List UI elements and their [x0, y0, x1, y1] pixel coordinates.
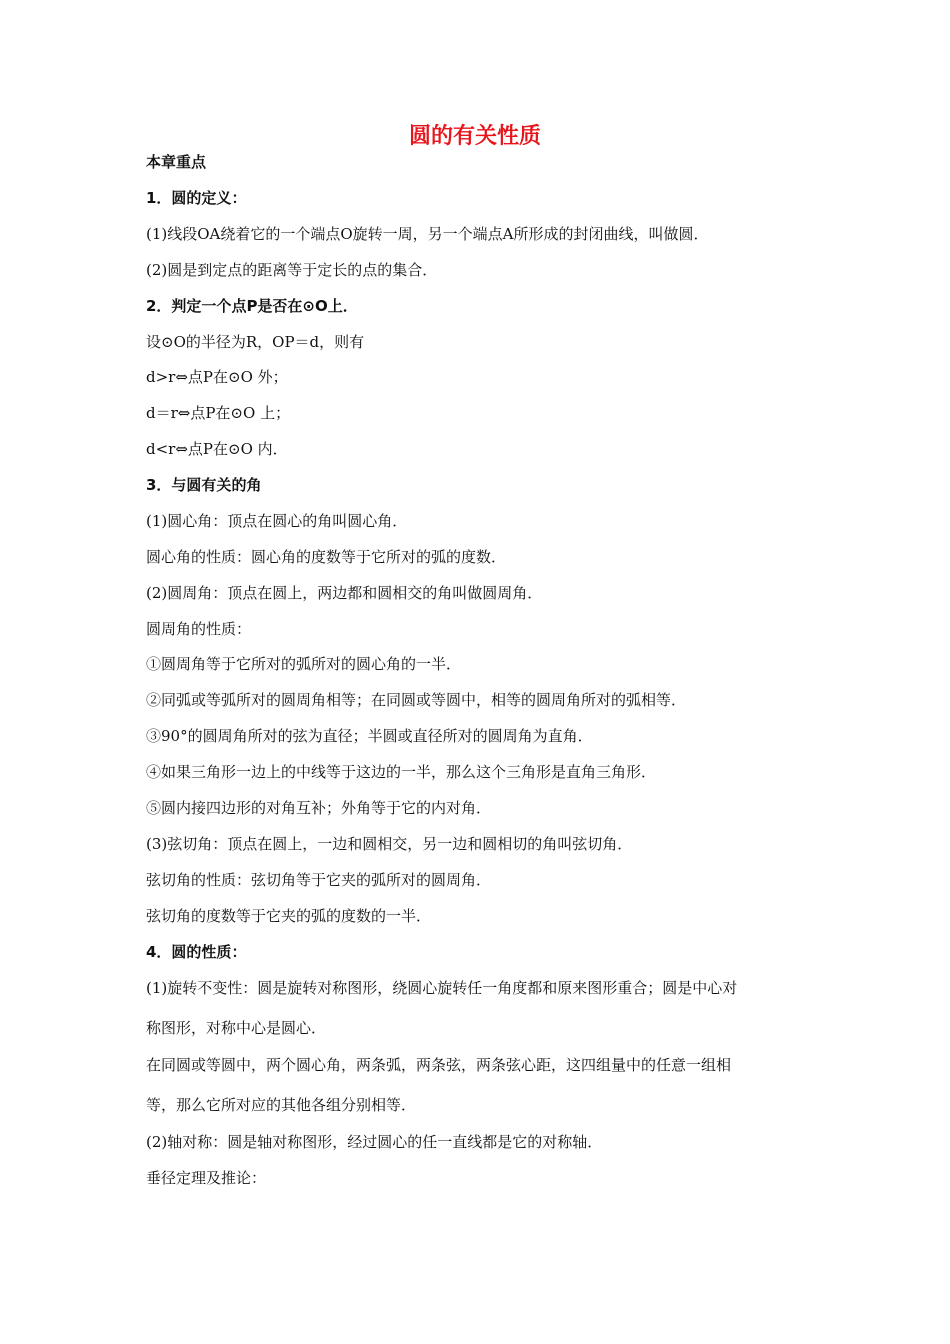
- paragraph: (1)圆心角：顶点在圆心的角叫圆心角．: [146, 512, 408, 530]
- list-item: ⑤圆内接四边形的对角互补；外角等于它的内对角．: [146, 799, 492, 817]
- chapter-heading: 本章重点: [146, 153, 207, 171]
- list-item: ②同弧或等弧所对的圆周角相等；在同圆或等圆中，相等的圆周角所对的弧相等．: [146, 691, 687, 709]
- paragraph: 圆周角的性质：: [146, 620, 252, 638]
- paragraph: 垂径定理及推论：: [146, 1169, 267, 1187]
- paragraph: 称图形，对称中心是圆心．: [146, 1019, 327, 1037]
- paragraph: d＝r⇔点P在⊙O 上；: [146, 404, 291, 422]
- list-item: ①圆周角等于它所对的弧所对的圆心角的一半．: [146, 655, 462, 673]
- section-4-title: 4．圆的性质：: [146, 943, 247, 961]
- paragraph: (1)旋转不变性：圆是旋转对称图形，绕圆心旋转任一角度都和原来图形重合；圆是中心对: [146, 979, 738, 997]
- paragraph: (3)弦切角：顶点在圆上，一边和圆相交，另一边和圆相切的角叫弦切角．: [146, 835, 633, 853]
- paragraph: 等，那么它所对应的其他各组分别相等．: [146, 1096, 417, 1114]
- paragraph: 弦切角的性质：弦切角等于它夹的弧所对的圆周角．: [146, 871, 492, 889]
- section-1-title: 1．圆的定义：: [146, 189, 247, 207]
- paragraph: d<r⇔点P在⊙O 内．: [146, 440, 288, 458]
- section-2-title: 2．判定一个点P是否在⊙O上．: [146, 297, 358, 315]
- paragraph: 设⊙O的半径为R，OP＝d，则有: [146, 333, 365, 351]
- paragraph: 弦切角的度数等于它夹的弧的度数的一半．: [146, 907, 432, 925]
- paragraph: d>r⇔点P在⊙O 外；: [146, 368, 288, 386]
- paragraph: 圆心角的性质：圆心角的度数等于它所对的弧的度数．: [146, 548, 507, 566]
- paragraph: (2)圆是到定点的距离等于定长的点的集合．: [146, 261, 438, 279]
- list-item: ④如果三角形一边上的中线等于这边的一半，那么这个三角形是直角三角形．: [146, 763, 657, 781]
- paragraph: (1)线段OA绕着它的一个端点O旋转一周，另一个端点A所形成的封闭曲线，叫做圆．: [146, 225, 709, 243]
- list-item: ③90°的圆周角所对的弦为直径；半圆或直径所对的圆周角为直角．: [146, 727, 593, 745]
- paragraph: 在同圆或等圆中，两个圆心角，两条弧，两条弦，两条弦心距，这四组量中的任意一组相: [146, 1056, 732, 1074]
- section-3-title: 3．与圆有关的角: [146, 476, 262, 494]
- page-title: 圆的有关性质: [408, 124, 541, 149]
- paragraph: (2)轴对称：圆是轴对称图形，经过圆心的任一直线都是它的对称轴．: [146, 1133, 603, 1151]
- paragraph: (2)圆周角：顶点在圆上，两边都和圆相交的角叫做圆周角．: [146, 584, 543, 602]
